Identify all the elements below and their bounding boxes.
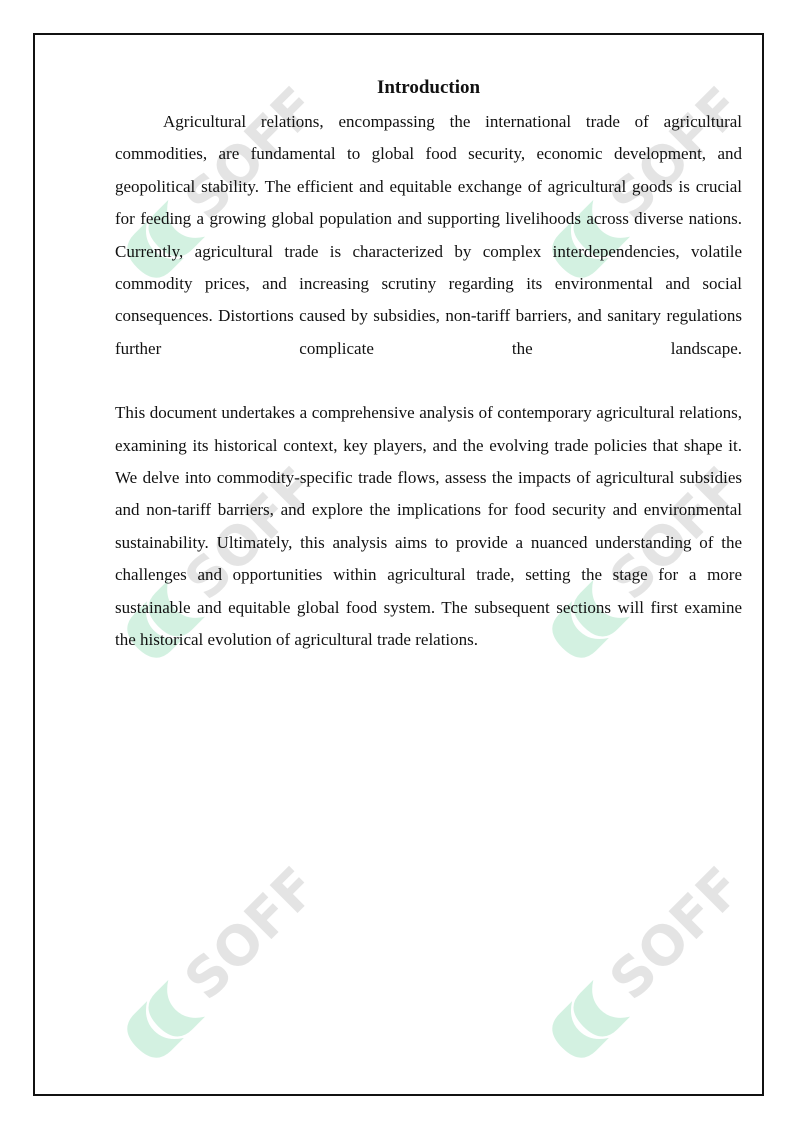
intro-paragraph-2: This document undertakes a comprehensive analysis of contemporary agricultural relations, examining its historical context, key players, and the evolving trade policies that shape it. We delve into commodity-specific trade flows, assess the impacts of agricultural subsidies and non-tariff barriers, and explore the implications for food security and environmental sustainability. Ultimately, this analysis aims to provide a nuanced understanding of the challenges and opportunities within agricultural trade, setting the stage for a more sustainable and equitable global food system. The subsequent sections will first examine the historical evolution of agricultural trade relations. — [115, 403, 742, 650]
document-body — [115, 76, 742, 657]
svg-text:SOFF: SOFF — [172, 75, 330, 232]
svg-text:SOFF: SOFF — [172, 455, 330, 612]
svg-text:SOFF: SOFF — [597, 855, 755, 1012]
intro-paragraph-1: Agricultural relations, encompassing the international trade of agricultural commodities, are fundamental to global food security, economic development, and geopolitical stability. The efficient and equitable exchange of agricultural goods is crucial for feeding a growing global population and supporting livelihoods across diverse nations. Currently, agricultural trade is characterized by complex interdependencies, volatile commodity prices, and increasing scrutiny regarding its environmental and social consequences. Distortions caused by subsidies, non-tariff barriers, and sanitary regulations further complicate the landscape. — [115, 112, 742, 358]
svg-text:SOFF: SOFF — [172, 855, 330, 1012]
svg-text:SOFF: SOFF — [597, 455, 755, 612]
section-title: Introduction — [376, 77, 481, 98]
svg-text:SOFF: SOFF — [597, 75, 755, 232]
